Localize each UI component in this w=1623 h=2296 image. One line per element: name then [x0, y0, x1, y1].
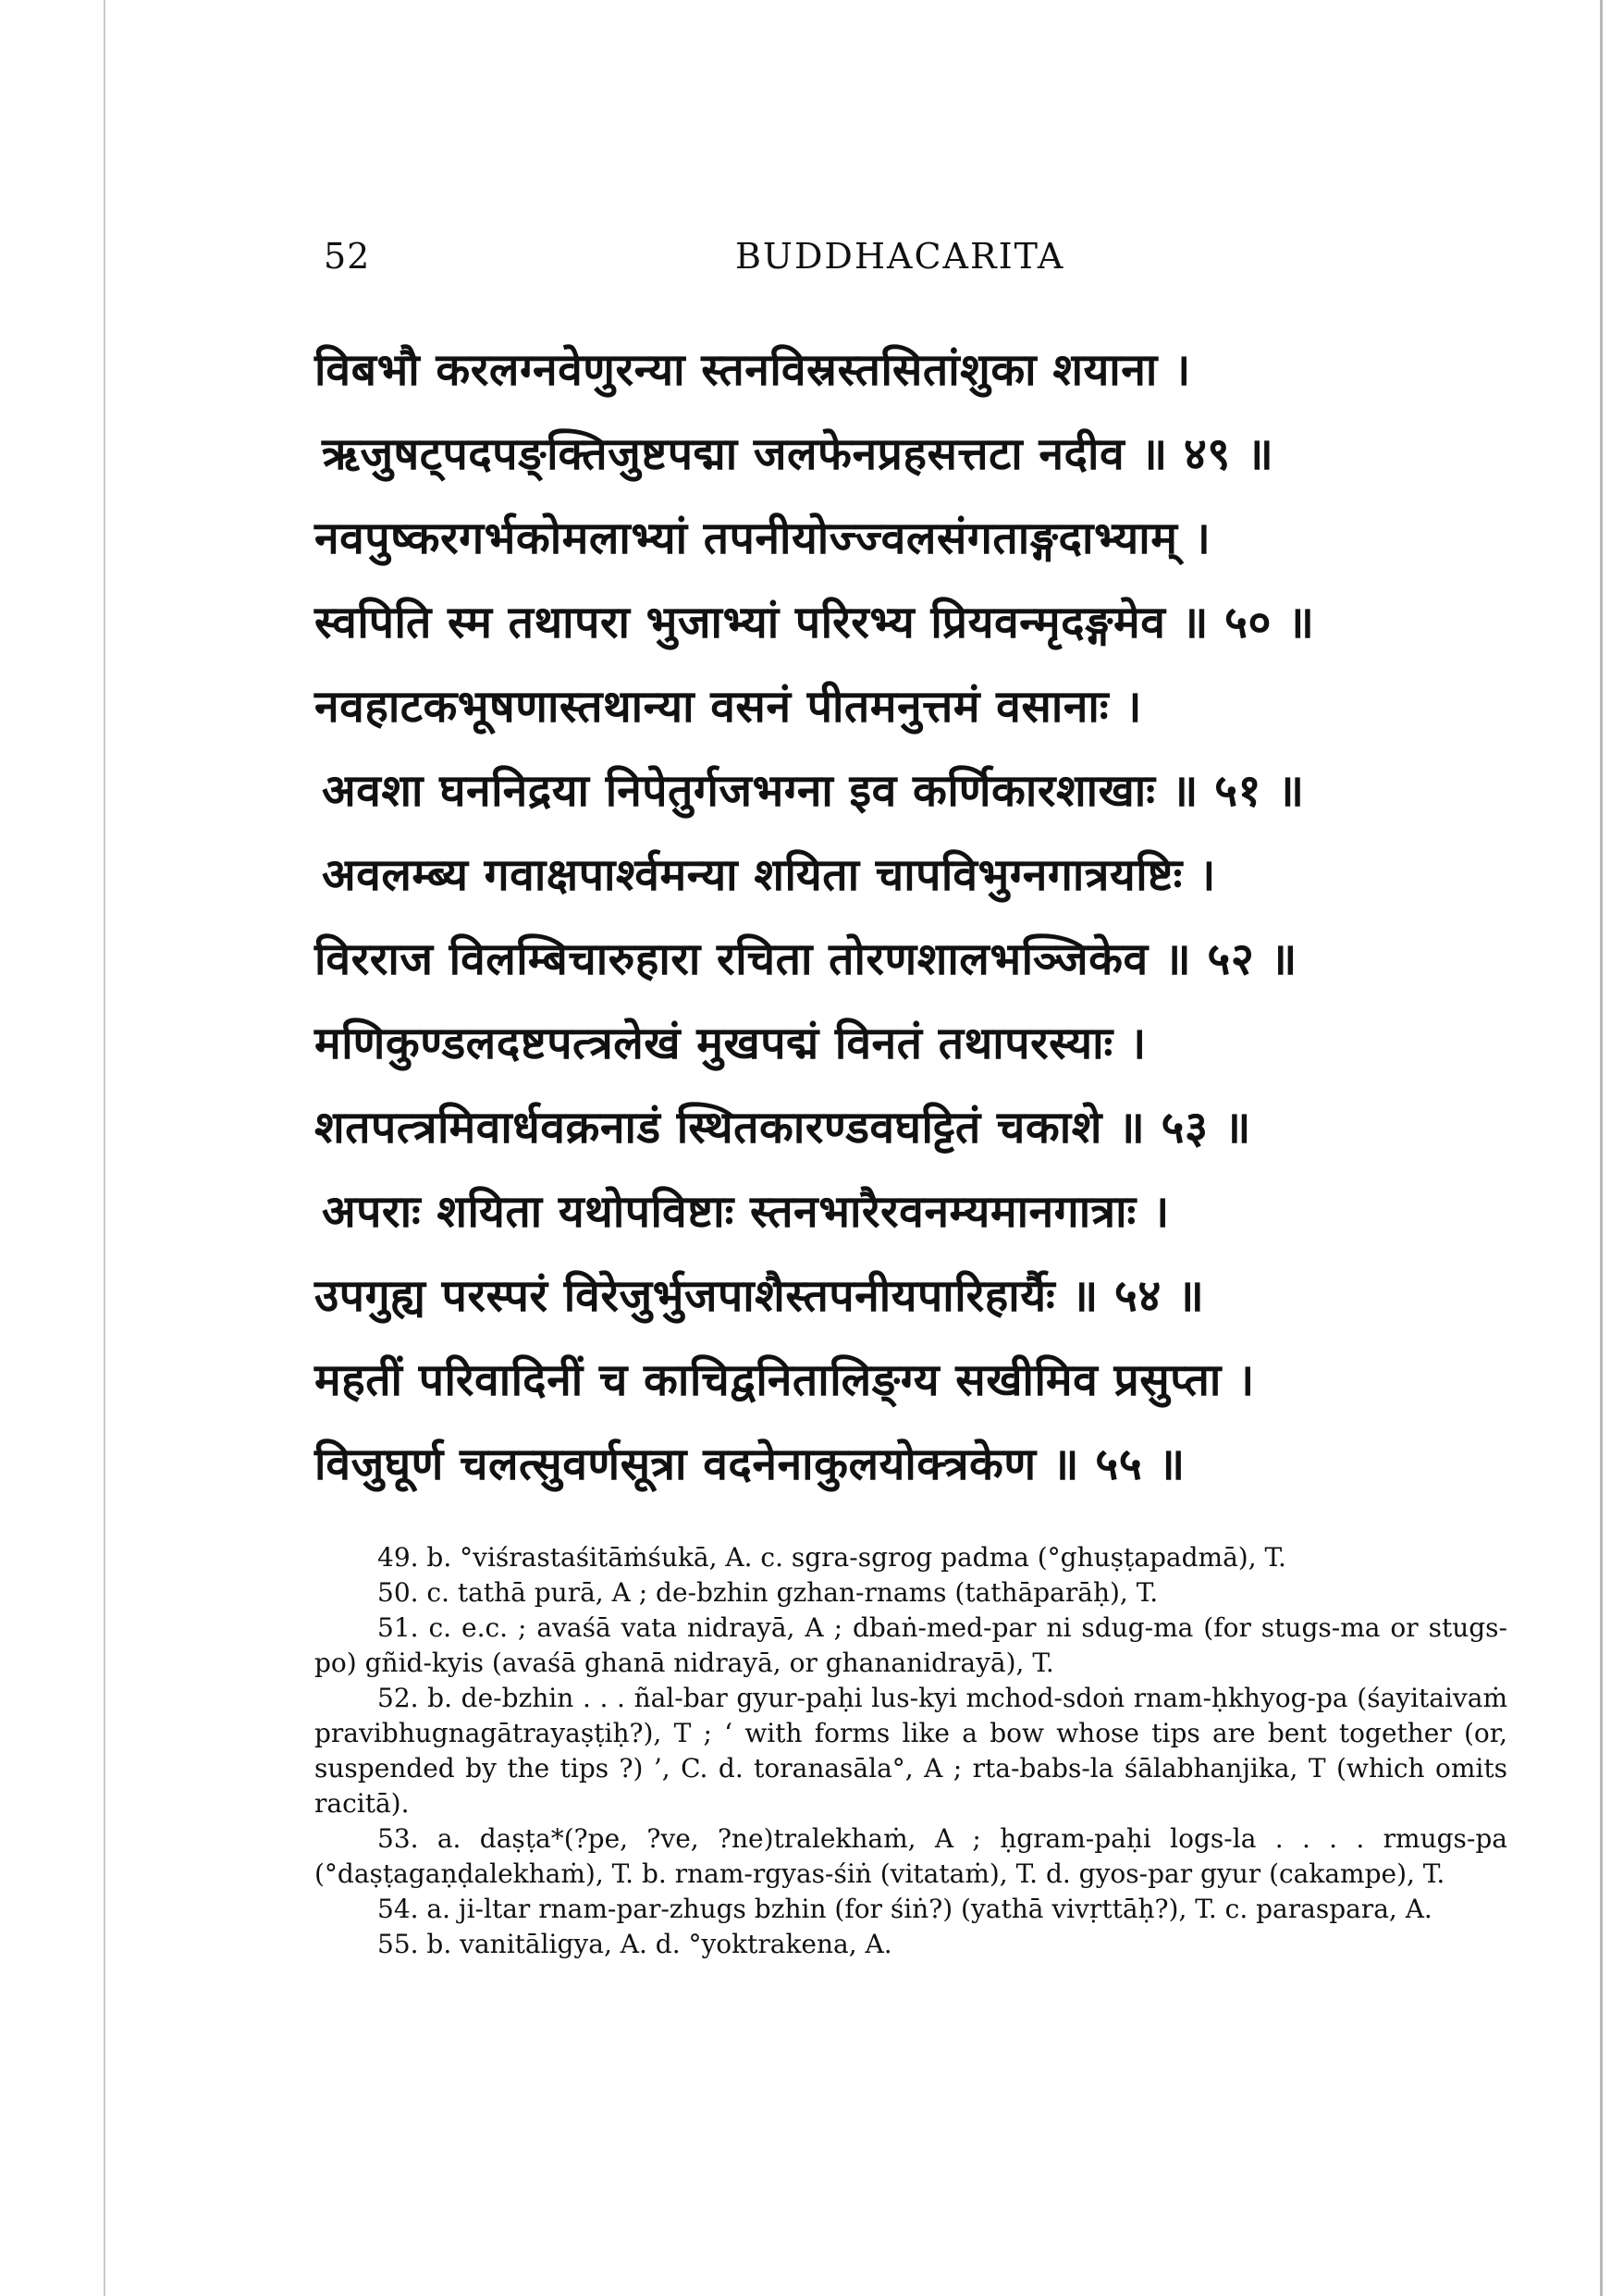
verse-line: नवहाटकभूषणास्तथान्या वसनं पीतमनुत्तमं वसानाः ।	[314, 681, 1142, 733]
footnote: 52. b. de-bzhin . . . ñal-bar gyur-paḥi lus-kyi mchod-sdoṅ rnam-ḥkhyog-pa (śayitaivaṁ pravibhugnagātrayaṣṭiḥ?), T ; ‘ with forms like a bow whose tips are bent together (or, suspended by the tips ?) ’, C. d. toranasāla°, A ; rta-babs-la śālabhanjika, T (which omits racitā).	[314, 1683, 1507, 1819]
critical-apparatus	[314, 1540, 1507, 1962]
page-number: 52	[324, 236, 371, 277]
verse-line: अवलम्ब्य गवाक्षपार्श्वमन्या शयिता चापविभुग्नगात्रयष्टिः ।	[322, 849, 1216, 901]
sanskrit-verses	[314, 328, 1507, 1507]
footnote: 54. a. ji-ltar rnam-par-zhugs bzhin (for śiṅ?) (yathā vivṛttāḥ?), T. c. paraspara, A.	[377, 1894, 1432, 1924]
verse-line: मणिकुण्डलदष्टपत्त्रलेखं मुखपद्मं विनतं तथापरस्याः ।	[314, 1018, 1147, 1069]
running-title: BUDDHACARITA	[735, 236, 1065, 277]
verse-line: अवशा घननिद्रया निपेतुर्गजभग्ना इव कर्णिकारशाखाः ॥ ५१ ॥	[322, 765, 1305, 817]
verse-line: विजुघूर्ण चलत्सुवर्णसूत्रा वदनेनाकुलयोक्त्रकेण ॥ ५५ ॥	[314, 1438, 1186, 1490]
verse-line: विरराज विलम्बिचारुहारा रचिता तोरणशालभञ्जिकेव ॥ ५२ ॥	[314, 933, 1297, 985]
book-page	[314, 236, 1507, 1962]
verse-line: स्वपिति स्म तथापरा भुजाभ्यां परिरभ्य प्रियवन्मृदङ्गमेव ॥ ५० ॥	[314, 597, 1315, 648]
footnote: 55. b. vanitāligya, A. d. °yoktrakena, A.	[377, 1929, 892, 1959]
verse-line: अपराः शयिता यथोपविष्टाः स्तनभारैरवनम्यमानगात्राः ।	[322, 1186, 1170, 1238]
footnote: 50. c. tathā purā, A ; de-bzhin gzhan-rnams (tathāparāḥ), T.	[377, 1577, 1159, 1608]
verse-line: ऋजुषट्पदपङ्क्तिजुष्टपद्मा जलफेनप्रहसत्तटा नदीव ॥ ४९ ॥	[322, 428, 1274, 480]
page-header	[314, 236, 1507, 291]
footnote: 49. b. °viśrastaśitāṁśukā, A. c. sgra-sgrog padma (°ghuṣṭapadmā), T.	[377, 1542, 1286, 1573]
footnote: 51. c. e.c. ; avaśā vata nidrayā, A ; dbaṅ-med-par ni sdug-ma (for stugs-ma or stugs-po) gñid-kyis (avaśā ghanā nidrayā, or ghananidrayā), T.	[314, 1612, 1507, 1678]
scan-edge-right	[1600, 0, 1603, 2296]
verse-line: नवपुष्करगर्भकोमलाभ्यां तपनीयोज्ज्वलसंगताङ्गदाभ्याम् ।	[314, 512, 1211, 564]
footnote: 53. a. daṣṭa*(?pe, ?ve, ?ne)tralekhaṁ, A ; ḥgram-paḥi logs-la . . . . rmugs-pa (°daṣṭagaṇḍalekhaṁ), T. b. rnam-rgyas-śiṅ (vitataṁ), T. d. gyos-par gyur (cakampe), T.	[314, 1823, 1507, 1889]
verse-line: महतीं परिवादिनीं च काचिद्वनितालिङ्ग्य सखीमिव प्रसुप्ता ।	[314, 1354, 1255, 1406]
scan-edge-left	[104, 0, 105, 2296]
verse-line: विबभौ करलग्नवेणुरन्या स्तनविस्रस्तसितांशुका शयाना ।	[314, 344, 1191, 396]
verse-line: शतपत्त्रमिवार्धवक्रनाडं स्थितकारण्डवघट्टितं चकाशे ॥ ५३ ॥	[314, 1102, 1251, 1154]
verse-line: उपगुह्य परस्परं विरेजुर्भुजपाशैस्तपनीयपारिहार्यैः ॥ ५४ ॥	[314, 1270, 1205, 1322]
